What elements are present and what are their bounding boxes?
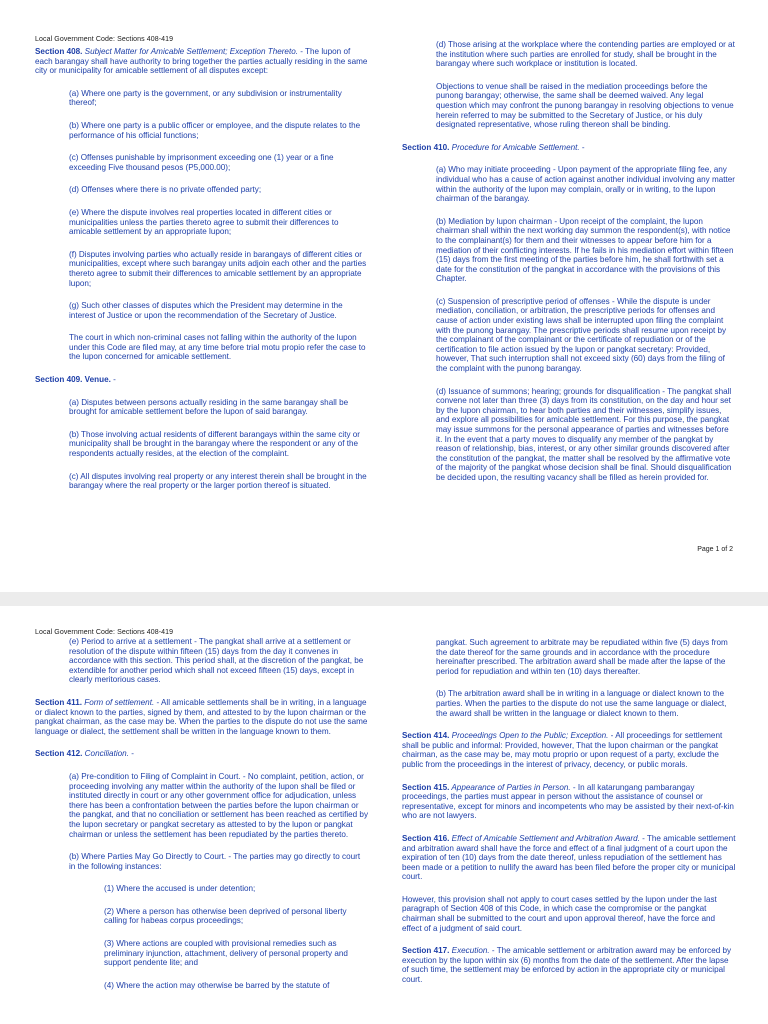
section-title: Execution. xyxy=(449,946,490,956)
procedure-clause-c: (c) Suspension of prescriptive period of offenses - While the dispute is under mediation, conciliation, or arbitration, the prescriptive periods for offenses and cause of action under existing laws shall be interrupted upon filing the complaint with the punong barangay. The prescriptive periods shall resume upon receipt by the complainant of the complainant or the certificate of repudiation or of the certification to file action issued by the lupon or pangkat secretary: Provided, however, That such interruption shall not exceed sixty (60) days from the filing of the complaint with the punong barangay. xyxy=(436,296,727,374)
section-number: Section 408. xyxy=(35,47,83,56)
right-column xyxy=(402,40,736,496)
clause-f: (f) Disputes involving parties who actually reside in barangays of different cities or municipalities, except where such barangay units adjoin each other and the parties thereto agree to submit their differences to amicable settlement by an appropriate lupon; xyxy=(69,249,367,288)
venue-clause-b: (b) Those involving actual residents of different barangays within the same city or municipality shall be brought in the barangay where the respondent or any of the respondents actually resides, at the election of the complaint. xyxy=(69,429,360,459)
section-text: - The amicable settlement or arbitration award may be enforced by execution by the lupon within six (6) months from the date of the settlement. After the lapse of such time, the settlement may be enforced by action in the appropriate city or municipal court. xyxy=(402,946,732,985)
section-title: Appearance of Parties in Person. xyxy=(449,782,571,792)
instance-4: (4) Where the action may otherwise be barred by the statute of xyxy=(104,980,330,990)
venue-clause-c: (c) All disputes involving real property or any interest therein shall be brought in the barangay where the real property or the larger portion thereof is situated. xyxy=(69,471,367,491)
left-column xyxy=(35,637,368,1003)
section-text: - All amicable settlements shall be in writing, in a language or dialect known to the parties, signed by them, and attested to by the lupon chairman or the pangkat chairman, as the case may be. When the parties to the dispute do not use the same language or dialect, the settlement shall be written in the language known to them. xyxy=(35,697,368,736)
section-number: Section 411. xyxy=(35,697,82,707)
section-text: - The lupon of each barangay shall have authority to bring together the parties actually residing in the same city or municipality for amicable settlement of all disputes except: xyxy=(35,47,368,76)
section-number: Section 414. xyxy=(402,731,450,741)
section-title: Effect of Amicable Settlement and Arbitration Award. xyxy=(449,833,640,843)
section-text: - xyxy=(128,749,134,759)
instance-1: (1) Where the accused is under detention; xyxy=(104,884,256,894)
section-number: Section 410. xyxy=(402,142,450,152)
section-412-heading xyxy=(35,749,368,759)
paragraph-exception: However, this provision shall not apply to court cases settled by the lupon under the last paragraph of Section 408 of this Code, in which case the compromise or the pangkat chairman shall be submitted to the court and upon approval thereof, have the force and effect of a judgment of said court. xyxy=(402,894,717,933)
section-title: Venue. xyxy=(82,375,111,385)
section-text: - In all katarungang pambarangay proceedings, the parties must appear in person without the assistance of counsel or representative, except for minors and incompetents who may be assisted by their next-of-kin who are not lawyers. xyxy=(402,782,734,821)
section-414-paragraph xyxy=(402,731,736,769)
section-411-paragraph xyxy=(35,698,368,736)
section-text: - xyxy=(110,375,116,385)
section-417-paragraph xyxy=(402,946,736,984)
procedure-clause-a: (a) Who may initiate proceeding - Upon payment of the appropriate filing fee, any individual who has a cause of action against another individual involving any matter within the authority of the lupon may complain, orally or in writing, to the lupon chairman of the barangay. xyxy=(436,165,736,204)
right-column xyxy=(402,638,736,998)
venue-clause-a: (a) Disputes between persons actually residing in the same barangay shall be brought for amicable settlement before the lupon of said barangay. xyxy=(69,397,349,417)
instance-2: (2) Where a person has otherwise been deprived of personal liberty calling for habeas corpus proceedings; xyxy=(104,906,347,926)
procedure-clause-b: (b) Mediation by lupon chairman - Upon receipt of the complaint, the lupon chairman shall within the next working day summon the respondent(s), with notice to the complainant(s) for them and their witnesses to appear before him for a mediation of their conflicting interests. If he fails in his mediation effort within fifteen (15) days from the first meeting of the parties before him, he shall forthwith set a date for the constitution of the pangkat in accordance with the provisions of this Chapter. xyxy=(436,216,734,284)
arbitration-continued: pangkat. Such agreement to arbitrate may be repudiated within five (5) days from the date thereof for the same grounds and in accordance with the procedure hereinafter prescribed. The arbitration award shall be made after the lapse of the period for repudiation and within ten (10) days thereafter. xyxy=(436,638,728,676)
section-409-heading xyxy=(35,375,368,385)
clause-g: (g) Such other classes of disputes which the President may determine in the interest of Justice or upon the recommendation of the Secretary of Justice. xyxy=(69,301,343,320)
section-title: Conciliation. xyxy=(82,749,129,759)
section-415-paragraph xyxy=(402,783,736,821)
section-number: Section 417. xyxy=(402,946,450,956)
clause-d: (d) Offenses where there is no private offended party; xyxy=(69,185,262,195)
page-number: Page 1 of 2 xyxy=(697,546,733,553)
section-410-heading xyxy=(402,143,736,153)
left-column xyxy=(35,47,368,504)
section-number: Section 416. xyxy=(402,833,450,843)
document-page-2 xyxy=(0,606,768,1024)
procedure-clause-e: (e) Period to arrive at a settlement - The pangkat shall arrive at a settlement or resolution of the dispute within fifteen (15) days from the day it convenes in accordance with this section. This period shall, at the discretion of the pangkat, be extendible for another period which shall not exceed fifteen (15) days, except in clearly meritorious cases. xyxy=(69,637,364,685)
paragraph-referral: The court in which non-criminal cases not falling within the authority of the lupon under this Code are filed may, at any time before trial motu propio refer the case to the lupon concerned for amicable settlement. xyxy=(69,333,366,362)
section-text: - xyxy=(579,142,585,152)
section-number: Section 415. xyxy=(402,782,450,792)
section-416-paragraph xyxy=(402,834,736,882)
section-text: - The amicable settlement and arbitration award shall have the force and effect of a final judgment of a court upon the expiration of ten (10) days from the date thereof, unless repudiation of the settlement has been made or a petition to nullify the award has been filed before the proper city or municipal court. xyxy=(402,833,736,882)
clause-a: (a) Where one party is the government, or any subdivision or instrumentality thereof; xyxy=(69,88,342,108)
procedure-clause-d: (d) Issuance of summons; hearing; grounds for disqualification - The pangkat shall convene not later than three (3) days from its constitution, on the day and hour set by the lupon chairman, to hear both parties and their witnesses, simplify issues, and explore all possibilities for amicable settlement. For this purpose, the pangkat may issue summons for the personal appearance of parties and witnesses before it. In the event that a party moves to disqualify any member of the pangkat by reason of relationship, bias, interest, or any other similar grounds discovered after the constitution of the pangkat, the matter shall be resolved by the affirmative vote of the majority of the pangkat whose decision shall be final. Should disqualification be decided upon, the resulting vacancy shall be filled as herein provided for. xyxy=(436,386,732,482)
section-408-paragraph xyxy=(35,47,368,76)
conciliation-clause-b: (b) Where Parties May Go Directly to Court. - The parties may go directly to court in the following instances: xyxy=(69,852,361,871)
instance-3: (3) Where actions are coupled with provisional remedies such as preliminary injunction, attachment, delivery of personal property and support pendente lite; and xyxy=(104,939,348,968)
page-header: Local Government Code: Sections 408-419 xyxy=(35,629,174,636)
arbitration-clause-b: (b) The arbitration award shall be in writing in a language or dialect known to the parties. When the parties to the dispute do not use the same language or dialect, the award shall be written in the language or dialect known to them. xyxy=(436,689,727,718)
page-header: Local Government Code: Sections 408-419 xyxy=(35,36,174,43)
paragraph-objections: Objections to venue shall be raised in the mediation proceedings before the punong barangay; otherwise, the same shall be deemed waived. Any legal question which may confront the punong barangay in resolving objections to venue herein referred to may be submitted to the Secretary of Justice, or his duly designated representative, whose ruling thereon shall be binding. xyxy=(436,81,734,130)
clause-b: (b) Where one party is a public officer or employee, and the dispute relates to the performance of his official functions; xyxy=(69,120,361,140)
venue-clause-d: (d) Those arising at the workplace where the contending parties are employed or at the institution where such parties are enrolled for study, shall be brought in the barangay where such workplace or institution is located. xyxy=(436,40,735,69)
section-title: Subject Matter for Amicable Settlement; Exception Thereto. xyxy=(82,47,298,56)
section-number: Section 412. xyxy=(35,749,83,759)
clause-e: (e) Where the dispute involves real properties located in different cities or municipalities unless the parties thereto agree to submit their differences to amicable settlement by an appropriate lupon; xyxy=(69,207,339,237)
section-title: Form of settlement. xyxy=(81,697,155,707)
section-text: - All proceedings for settlement shall be public and informal: Provided, however, That the lupon chairman or the pangkat chairman, as the case may be, may motu proprio or upon request of a party, exclude the public from the proceedings in the interest of privacy, decency, or public morals. xyxy=(402,731,723,769)
clause-c: (c) Offenses punishable by imprisonment exceeding one (1) year or a fine exceeding Five thousand pesos (P5,000.00); xyxy=(69,153,334,172)
section-title: Proceedings Open to the Public; Exception. xyxy=(449,731,609,741)
section-number: Section 409. xyxy=(35,375,83,385)
section-title: Procedure for Amicable Settlement. xyxy=(449,142,580,152)
conciliation-clause-a: (a) Pre-condition to Filing of Complaint in Court. - No complaint, petition, action, or proceeding involving any matter within the authority of the lupon shall be filed or instituted directly in court or any other government office for adjudication, unless there has been a confrontation between the parties before the lupon chairman or the pangkat, and that no conciliation or settlement has been reached as certified by the lupon secretary or pangkat secretary as attested to by the lupon or pangkat chairman or unless the settlement has been repudiated by the parties thereto. xyxy=(69,771,369,839)
